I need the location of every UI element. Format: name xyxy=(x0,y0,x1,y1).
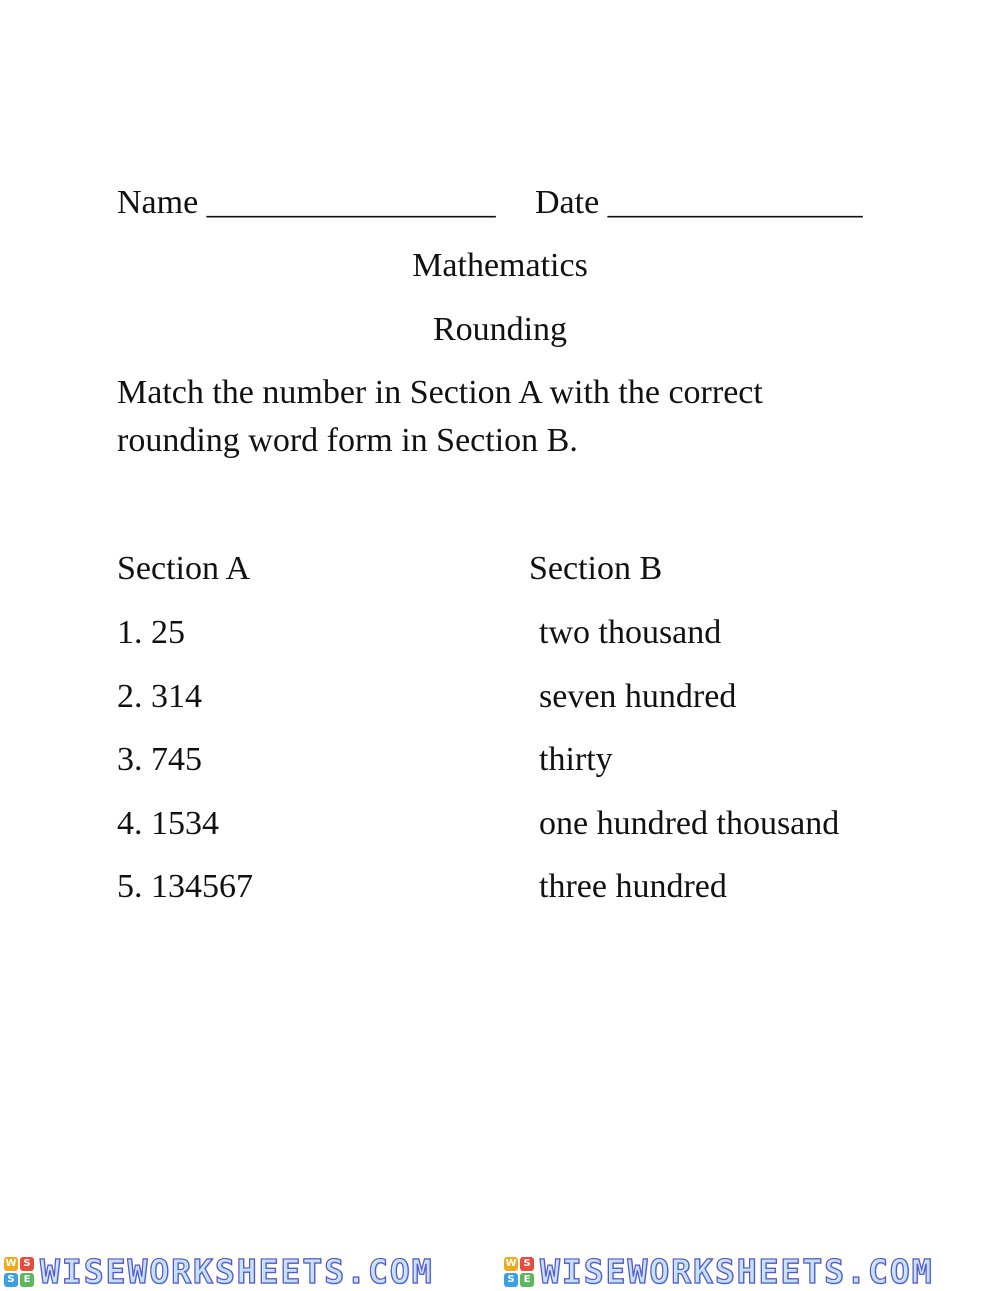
section-b-item: thirty xyxy=(539,741,613,778)
brand-logo-icon xyxy=(4,1257,34,1287)
brand-text: WISEWORKSHEETS.COM xyxy=(540,1252,934,1291)
instructions-line-2: rounding word form in Section B. xyxy=(117,422,578,459)
footer-watermark xyxy=(0,1252,1000,1291)
section-a-item: 5. 134567 xyxy=(117,868,253,905)
subject-title: Mathematics xyxy=(412,247,588,284)
brand-text: WISEWORKSHEETS.COM xyxy=(40,1252,434,1291)
date-line: Date _______________ xyxy=(535,184,863,221)
section-a-item: 1. 25 xyxy=(117,614,185,651)
logo-cell: E xyxy=(20,1273,34,1287)
logo-cell: W xyxy=(5,1258,17,1269)
section-b-item: one hundred thousand xyxy=(539,805,840,842)
logo-cell: S xyxy=(520,1257,534,1271)
logo-cell: S xyxy=(4,1273,18,1287)
logo-cell: S xyxy=(20,1257,34,1271)
section-a-item: 2. 314 xyxy=(117,678,202,715)
section-b-item: three hundred xyxy=(539,868,727,905)
footer-brand-block xyxy=(500,1252,1000,1291)
footer-brand-block xyxy=(0,1252,500,1291)
instructions-line-1: Match the number in Section A with the correct xyxy=(117,374,763,411)
name-line: Name _________________ xyxy=(117,184,496,221)
section-b-heading: Section B xyxy=(529,550,663,587)
section-a-heading: Section A xyxy=(117,550,251,587)
section-b-item: seven hundred xyxy=(539,678,737,715)
logo-cell: S xyxy=(504,1273,518,1287)
logo-cell: E xyxy=(520,1273,534,1287)
section-a-item: 4. 1534 xyxy=(117,805,219,842)
brand-logo-icon xyxy=(504,1257,534,1287)
section-b-item: two thousand xyxy=(539,614,722,651)
logo-cell: W xyxy=(505,1258,517,1269)
topic-title: Rounding xyxy=(432,311,568,348)
section-a-item: 3. 745 xyxy=(117,741,202,778)
